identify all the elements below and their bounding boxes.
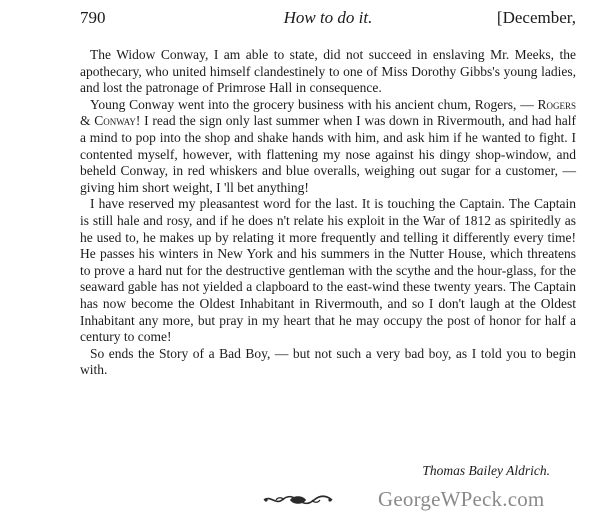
- paragraph-1: The Widow Conway, I am able to state, did not succeed in enslaving Mr. Meeks, the apothecary, who united himself clandestinely to one of Miss Dorothy Gibbs's young ladies, and lost the patronage of Primrose Hall in consequence.: [80, 47, 576, 96]
- paragraph-2-part-a: Young Conway went into the grocery business with his ancient chum, Rogers, —: [90, 96, 538, 112]
- paragraph-2: [80, 97, 576, 197]
- paragraph-2-part-b: ! I read the sign only last summer when I was down in Rivermouth, and had half a mind to pop into the shop and shake hands with him, and ask him if he wanted to fight. I contented myself, however, with flattening my nose against his dingy shop-window, and beheld Conway, in red whiskers and blue overalls, weighing out sugar for a customer, — giving him short weight, I 'll bet anything!: [80, 113, 576, 195]
- paragraph-3: I have reserved my pleasantest word for the last. It is touching the Captain. The Captain is still hale and rosy, and if he does n't relate his exploit in the War of 1812 as spiritedly as he used to, he makes up by relating it more frequently and telling it differently every time! He passes his winters in New York and his summers in the Nutter House, which threatens to prove a hard nut for the destructive gentleman with the scythe and the hour-glass, for the seaward gable has not yielded a clapboard to the east-wind these twenty years. The Captain has now become the Oldest Inhabitant in Rivermouth, and so I don't laugh at the Oldest Inhabitant any more, but pray in my heart that he may occupy the post of honor for half a century to come!: [80, 196, 576, 345]
- running-title: How to do it.: [283, 8, 373, 27]
- body-text: [80, 47, 576, 379]
- running-date: [December,: [496, 8, 576, 27]
- watermark: GeorgeWPeck.com: [378, 487, 545, 511]
- firm-name: Rogers & Conway: [80, 96, 576, 129]
- scroll-flourish-icon: [262, 493, 334, 507]
- running-header: [80, 8, 576, 32]
- author-signature: Thomas Bailey Aldrich.: [422, 463, 550, 478]
- page-number: 790: [80, 8, 106, 27]
- paragraph-4: So ends the Story of a Bad Boy, — but not such a very bad boy, as I told you to begin with.: [80, 345, 576, 378]
